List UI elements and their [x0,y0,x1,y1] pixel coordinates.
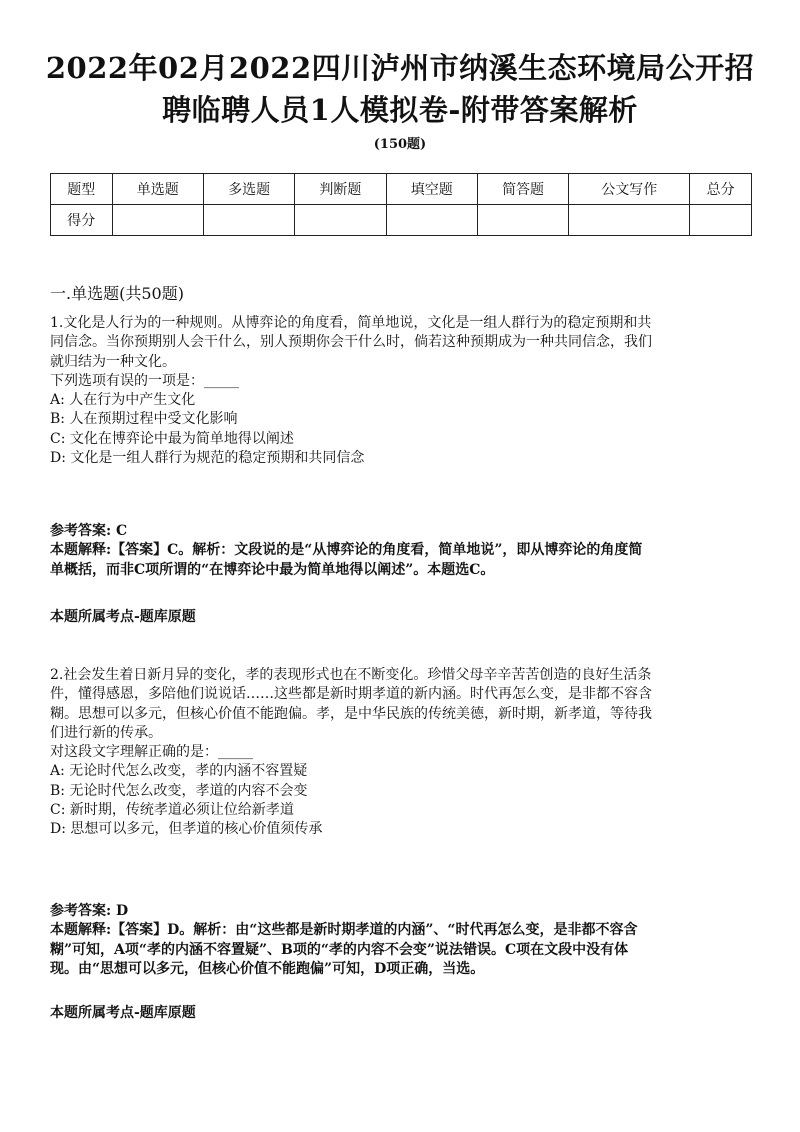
option-d: D: 文化是一组人群行为规范的稳定预期和共同信念 [50,450,365,467]
answer-block-1 [50,522,750,580]
reference-answer: 参考答案: D [50,903,129,919]
score-table-empty-cell [112,205,203,236]
score-table-empty-cell [203,205,294,236]
question-stem-line: 件，懂得感恩，多陪他们说说话……这些都是新时期孝道的新内涵。时代再怎么变，是非都不容含 [50,686,652,703]
score-table-cell: 判断题 [295,174,386,205]
explanation-line: 单概括，而非C项所谓的“在博弈论中最为简单地得以阐述”。本题选C。 [50,561,495,578]
question-stem-line: 糊。思想可以多元，但核心价值不能跑偏。孝，是中华民族的传统美德，新时期，新孝道，等待我 [50,705,652,722]
reference-answer: 参考答案: C [50,523,128,539]
score-table-cell: 题型 [51,174,113,205]
score-table-empty-cell [295,205,386,236]
score-table-cell: 单选题 [112,174,203,205]
question-1 [50,314,750,468]
question-2 [50,666,750,840]
explanation-line: 本题解释:【答案】C。解析：文段说的是“从博弈论的角度看，简单地说”，即从博弈论的角度简 [50,542,643,559]
question-stem-line: 同信念。当你预期别人会干什么，别人预期你会干什么时，倘若这种预期成为一种共同信念，我们 [50,334,652,351]
score-table-header-row [51,174,752,205]
explanation-line: 现。由“思想可以多元，但核心价值不能跑偏”可知，D项正确，当选。 [50,960,485,977]
question-count: (150题) [373,137,427,152]
topic-note-2: 本题所属考点-题库原题 [50,1005,196,1021]
score-table-cell: 公文写作 [569,174,690,205]
score-table-score-row [51,205,752,236]
document-title-line2: 聘临聘人员1人模拟卷-附带答案解析 [162,93,638,127]
explanation-line: 糊”可知，A项“孝的内涵不容置疑”、B项的“孝的内容不会变”说法错误。C项在文段中没有体 [50,941,629,958]
score-table-cell: 得分 [51,205,113,236]
question-prompt: 对这段文字理解正确的是：_____ [50,744,253,761]
score-table-empty-cell [477,205,568,236]
question-prompt: 下列选项有误的一项是：_____ [50,372,239,389]
question-stem-line: 们进行新的传承。 [50,724,162,741]
score-table [50,173,752,236]
question-stem-line: 1.文化是人行为的一种规则。从博弈论的角度看，简单地说，文化是一组人群行为的稳定预期和共 [50,315,652,331]
score-table-cell: 总分 [690,174,752,205]
option-d: D: 思想可以多元，但孝道的核心价值须传承 [50,821,323,838]
option-c: C: 文化在博弈论中最为简单地得以阐述 [50,430,294,447]
question-stem-line: 就归结为一种文化。 [50,353,176,370]
document-title-line1: 2022年02月2022四川泸州市纳溪生态环境局公开招 [45,51,755,85]
topic-note-1: 本题所属考点-题库原题 [50,609,196,625]
option-b: B: 无论时代怎么改变，孝道的内容不会变 [50,782,308,799]
score-table-cell: 多选题 [203,174,294,205]
question-stem-line: 2.社会发生着日新月异的变化，孝的表现形式也在不断变化。珍惜父母辛辛苦苦创造的良好生活条 [50,667,652,683]
score-table-cell: 填空题 [386,174,477,205]
score-table-empty-cell [690,205,752,236]
score-table-cell: 简答题 [477,174,568,205]
option-a: A: 人在行为中产生文化 [50,392,196,409]
answer-block-2 [50,902,750,979]
score-table-empty-cell [569,205,690,236]
option-a: A: 无论时代怎么改变，孝的内涵不容置疑 [50,763,308,780]
section-title: 一.单选题(共50题) [50,284,184,303]
explanation-line: 本题解释:【答案】D。解析：由“这些都是新时期孝道的内涵”、“时代再怎么变，是非都不容含 [50,922,638,939]
option-c: C: 新时期，传统孝道必须让位给新孝道 [50,802,294,819]
score-table-empty-cell [386,205,477,236]
option-b: B: 人在预期过程中受文化影响 [50,411,238,428]
